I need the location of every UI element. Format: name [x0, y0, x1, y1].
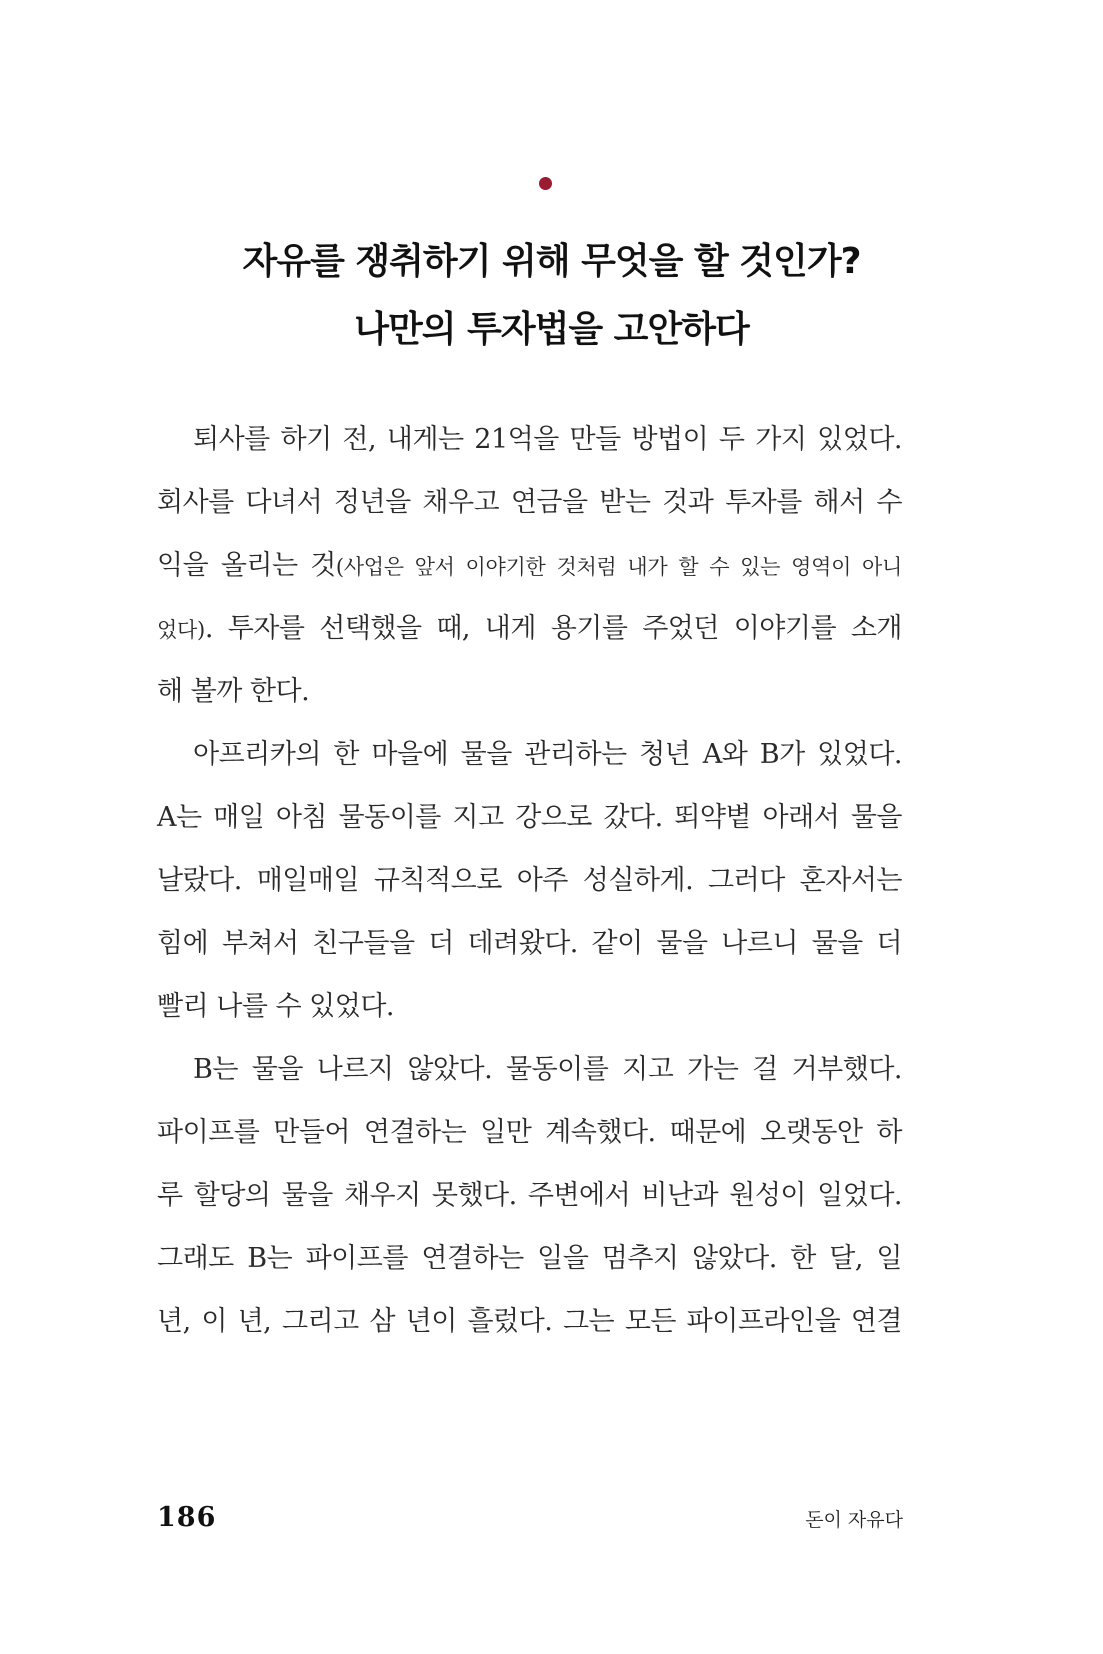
- body-text: [157, 408, 902, 1353]
- paragraph-3-line-1: B는 물을 나르지 않았다. 물동이를 지고 가는 걸 거부했다.: [193, 1054, 902, 1085]
- paragraph-2-line-4: 힘에 부쳐서 친구들을 더 데려왔다. 같이 물을 나르니 물을 더: [157, 928, 902, 959]
- paragraph-1-line-5: 해 볼까 한다.: [157, 676, 310, 707]
- paragraph-3-line-2: 파이프를 만들어 연결하는 일만 계속했다. 때문에 오랫동안 하: [157, 1117, 902, 1148]
- paragraph-1-line-3-aside: (사업은 앞서 이야기한 것처럼 내가 할 수 있는 영역이 아니: [335, 555, 902, 579]
- paragraph-3-line-5: 년, 이 년, 그리고 삼 년이 흘렀다. 그는 모든 파이프라인을 연결: [157, 1306, 902, 1337]
- paragraph-2-line-3: 날랐다. 매일매일 규칙적으로 아주 성실하게. 그러다 혼자서는: [157, 865, 902, 896]
- heading-line-1: 자유를 쟁취하기 위해 무엇을 할 것인가?: [242, 241, 861, 282]
- paragraph-1-line-1: 퇴사를 하기 전, 내게는 21억을 만들 방법이 두 가지 있었다.: [193, 424, 902, 455]
- section-marker-dot: [539, 177, 552, 190]
- paragraph-1-line-4-main: . 투자를 선택했을 때, 내게 용기를 주었던 이야기를 소개: [204, 613, 902, 644]
- paragraph-1-line-3: [157, 534, 902, 597]
- paragraph-2-line-1: 아프리카의 한 마을에 물을 관리하는 청년 A와 B가 있었다.: [193, 739, 902, 770]
- paragraph-3-line-4: 그래도 B는 파이프를 연결하는 일을 멈추지 않았다. 한 달, 일: [157, 1243, 902, 1274]
- paragraph-1-line-4: [157, 597, 902, 660]
- paragraph-2-line-5: 빨리 나를 수 있었다.: [157, 991, 394, 1022]
- running-book-title: 돈이 자유다: [805, 1509, 903, 1531]
- heading-line-2: 나만의 투자법을 고안하다: [354, 309, 749, 350]
- paragraph-3-line-3: 루 할당의 물을 채우지 못했다. 주변에서 비난과 원성이 일었다.: [157, 1180, 902, 1211]
- page-number: 186: [157, 1502, 217, 1533]
- section-heading: [0, 228, 1103, 364]
- paragraph-1-line-4-aside: 었다): [157, 618, 205, 642]
- paragraph-1-line-3-main: 익을 올리는 것: [157, 550, 336, 581]
- paragraph-1-line-2: 회사를 다녀서 정년을 채우고 연금을 받는 것과 투자를 해서 수: [157, 487, 902, 518]
- paragraph-2-line-2: A는 매일 아침 물동이를 지고 강으로 갔다. 뙤약볕 아래서 물을: [157, 802, 902, 833]
